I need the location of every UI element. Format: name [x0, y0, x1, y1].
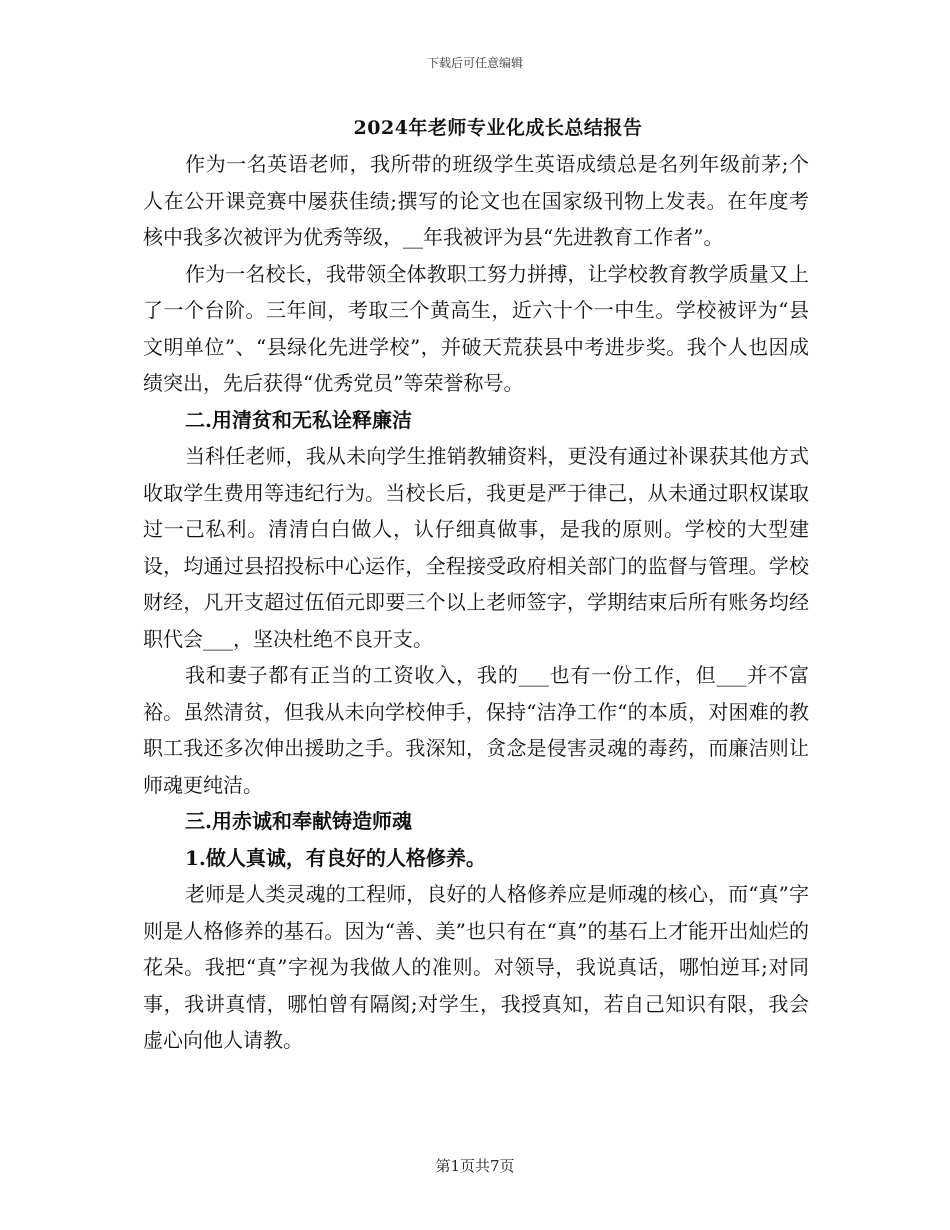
page-footer: 第1页共7页 [435, 1157, 515, 1175]
paragraph-sincerity: 老师是人类灵魂的工程师，良好的人格修养应是师魂的核心，而“真”字则是人格修养的基石。因为“善、美”也只有在“真”的基石上才能开出灿烂的花朵。我把“真”字视为我做人的准则。对领导，我说真话，哪怕逆耳;对同事，我讲真情，哪怕曾有隔阂;对学生，我授真知，若自己知识有限，我会虚心向他人请教。 [143, 882, 809, 1052]
document-title: 2024年老师专业化成长总结报告 [353, 117, 643, 139]
paragraph-principal-achievements: 作为一名校长，我带领全体教职工努力拼搏，让学校教育教学质量又上了一个台阶。三年间，考取三个黄高生，近六十个一中生。学校被评为“县文明单位”、“县绿化先进学校”，并破天荒获县中考进步奖。我个人也因成绩突出，先后获得“优秀党员”等荣誉称号。 [143, 261, 809, 395]
header-note: 下载后可任意编辑 [426, 56, 523, 70]
paragraph-integrity-conduct: 当科任老师，我从未向学生推销教辅资料，更没有通过补课获其他方式收取学生费用等违纪行为。当校长后，我更是严于律己，从未通过职权谋取过一己私利。清清白白做人，认仔细真做事，是我的原则。学校的大型建设，均通过县招投标中心运作，全程接受政府相关部门的监督与管理。学校财经，凡开支超过伍佰元即要三个以上老师签字，学期结束后所有账务均经职代会___，坚决杜绝不良开支。 [143, 444, 809, 651]
document-body [143, 146, 809, 1059]
section-heading-integrity: 二.用清贫和无私诠释廉洁 [185, 407, 412, 432]
paragraph-teacher-achievements: 作为一名英语老师，我所带的班级学生英语成绩总是名列年级前茅;个人在公开课竞赛中屡获佳绩;撰写的论文也在国家级刊物上发表。在年度考核中我多次被评为优秀等级，__年我被评为县“先进教育工作者”。 [143, 152, 809, 249]
paragraph-integrity-family: 我和妻子都有正当的工资收入，我的___也有一份工作，但___并不富裕。虽然清贫，但我从未向学校伸手，保持“洁净工作“的本质，对困难的教职工我还多次伸出援助之手。我深知，贪念是侵害灵魂的毒药，而廉洁则让师魂更纯洁。 [143, 663, 809, 797]
subsection-heading-sincerity: 1.做人真诚，有良好的人格修养。 [185, 845, 486, 870]
section-heading-dedication: 三.用赤诚和奉献铸造师魂 [185, 809, 412, 833]
